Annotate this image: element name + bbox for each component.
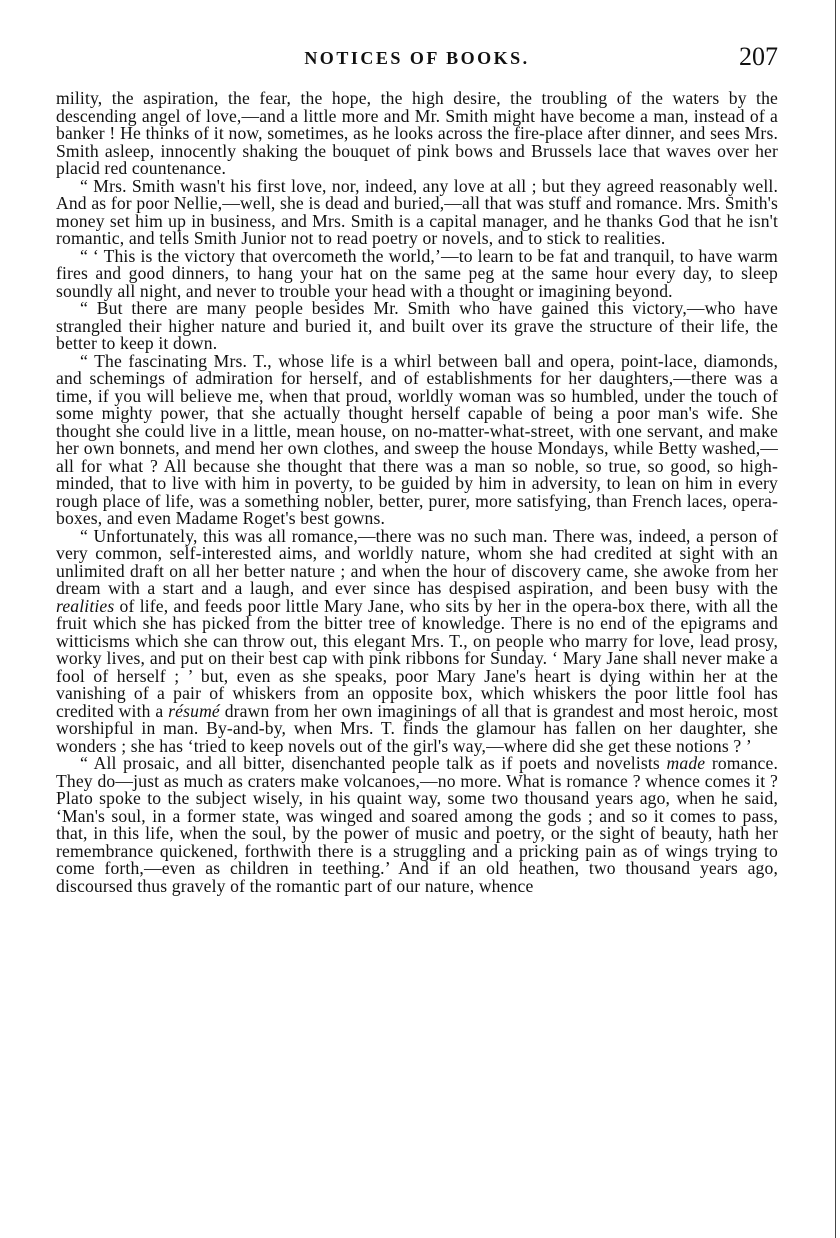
running-head: [56, 42, 778, 76]
text-run: of life, and feeds poor little Mary Jane, who sits by her in the opera-box there, with all the fruit which she has picked from the bitter tree of knowledge. There is no end of the epigrams and witticisms which she can throw out, this elegant Mrs. T., on people who marry for love, lead prosy, worky lives, and put on their best cap with pink ribbons for Sunday. ‘ Mary Jane shall never make a fool of herself ; ’ but, even as she speaks, poor Mary Jane's heart is dying within her at the vanishing of a pair of whiskers from an opposite box, which whiskers the poor little fool has credited with a: [56, 595, 778, 721]
text-run: “ ‘ This is the victory that overcometh the world,’—to learn to be fat and tranquil, to have warm fires and good dinners, to hang your hat on the same peg at the same hour every day, to sleep soundly all night, and never to trouble your head with a thought or imagining beyond.: [56, 245, 778, 301]
text-run: romance. They do—just as much as craters make volcanoes,—no more. What is romance ? whence comes it ? Plato spoke to the subject wisely, in his quaint way, some two thousand years ago, when he said, ‘Man's soul, in a former state, was winged and soared among the gods ; and so it comes to pass, that, in this life, when the soul, by the power of music and poetry, or the sight of beauty, hath her remembrance quickened, forthwith there is a struggling and a pricking pain as of wings trying to come forth,—even as children in teething.’ And if an old heathen, two thousand years ago, discoursed thus gravely of the romantic part of our nature, whence: [56, 753, 778, 896]
text-run: “ All prosaic, and all bitter, disenchanted people talk as if poets and novelists: [80, 753, 667, 773]
page-number: 207: [739, 42, 778, 71]
paragraph: [56, 245, 778, 301]
italic-text: résumé: [168, 700, 220, 721]
italic-text: made: [666, 753, 706, 773]
text-run: mility, the aspiration, the fear, the hope, the high desire, the troubling of the waters by the descending angel of love,—and a little more and Mr. Smith might have become a man, instead of a banker ! He thinks of it now, sometimes, as he looks across the fire-place after dinner, and sees Mrs. Smith asleep, innocently shaking the bouquet of pink bows and Brussels lace that waves over her placid red countenance.: [56, 88, 778, 178]
paragraph: [56, 755, 778, 895]
paragraph: [56, 90, 778, 178]
body-text: [56, 90, 778, 895]
paragraph: [56, 350, 778, 528]
paragraph: [56, 300, 778, 353]
paragraph: [56, 525, 778, 756]
text-run: “ Unfortunately, this was all romance,—there was no such man. There was, indeed, a person of very common, self-interested aims, and worldly nature, whom she had credited at sight with an unlimited draft on all her better nature ; and when the hour of discovery came, she awoke from her dream with a start and a laugh, and ever since has despised aspiration, and been busy with the: [56, 525, 778, 598]
right-margin-rule: [835, 0, 836, 1238]
running-title: NOTICES OF BOOKS.: [304, 48, 530, 68]
italic-text: realities: [56, 595, 115, 616]
text-run: drawn from her own imaginings of all that is grandest and most heroic, most worshipful in man. By-and-by, when Mrs. T. finds the glamour has fallen on her daughter, she wonders ; she has ‘tried to keep novels out of the girl's way,—where did she get these notions ? ’: [56, 700, 778, 756]
text-run: “ Mrs. Smith wasn't his first love, nor, indeed, any love at all ; but they agreed reasonably well. And as for poor Nellie,—well, she is dead and buried,—all that was stuff and romance. Mrs. Smith's money set him up in business, and Mrs. Smith is a capital manager, and he thanks God that he isn't romantic, and tells Smith Junior not to read poetry or novels, and to stick to realities.: [56, 175, 778, 248]
text-run: “ But there are many people besides Mr. Smith who have gained this victory,—who have strangled their higher nature and buried it, and built over its grave the structure of their life, the better to keep it down.: [56, 298, 778, 353]
text-run: “ The fascinating Mrs. T., whose life is a whirl between ball and opera, point-lace, diamonds, and schemings of admiration for herself, and of establishments for her daughters,—there was a time, if you will believe me, when that proud, worldly woman was so humbled, under the touch of some mighty power, that she actually thought herself capable of being a poor man's wife. She thought she could live in a little, mean house, on no-matter-what-street, with one servant, and make her own bonnets, and mend her own clothes, and sweep the house Mondays, while Betty washed,—all for what ? All because she thought that there was a man so noble, so true, so good, so high-minded, that to live with him in poverty, to be guided by him in adversity, to lean on him in every rough place of life, was a something nobler, better, purer, more satisfying, than French laces, opera-boxes, and even Madame Roget's best gowns.: [56, 350, 778, 528]
paragraph: [56, 175, 778, 248]
